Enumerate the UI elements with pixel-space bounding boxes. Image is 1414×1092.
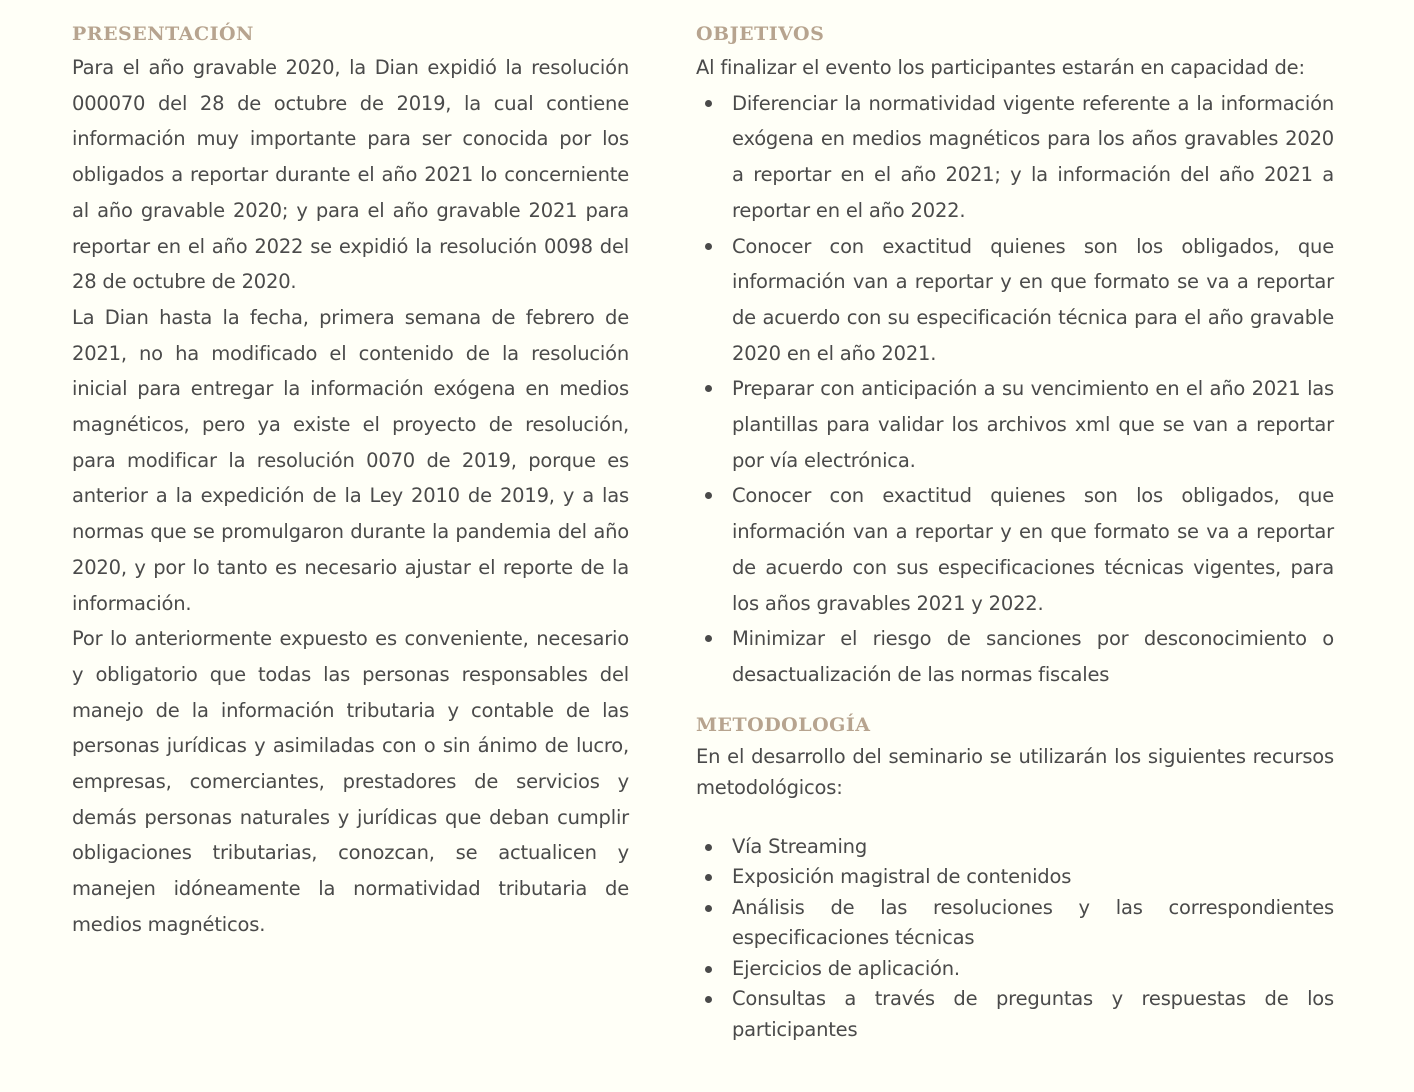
presentacion-paragraph-3: Por lo anteriormente expuesto es conveniente, necesario y obligatorio que todas las personas responsables del manejo de la información tributaria y contable de las personas jurídicas y asimiladas con o sin ánimo de lucro, empresas, comerciantes, prestadores de servicios y demás personas naturales y jurídicas que deban cumplir obligaciones tributarias, conozcan, se actualicen y manejen idóneamente la normatividad tributaria de medios magnéticos. — [72, 627, 629, 936]
objetivos-heading: OBJETIVOS — [696, 23, 825, 45]
list-item: Exposición magistral de contenidos — [696, 862, 1334, 893]
metodologia-intro: En el desarrollo del seminario se utilizarán los siguientes recursos metodológicos: — [696, 744, 1334, 799]
presentacion-paragraph-2: La Dian hasta la fecha, primera semana de febrero de 2021, no ha modificado el contenido de la resolución inicial para entregar la información exógena en medios magnéticos, pero ya existe el proyecto de resolución, para modificar la resolución 0070 de 2019, porque es anterior a la expedición de la Ley 2010 de 2019, y a las normas que se promulgaron durante la pandemia del año 2020, y por lo tanto es necesario ajustar el reporte de la información. — [72, 305, 629, 615]
presentacion-paragraph-1: Para el año gravable 2020, la Dian expidió la resolución 000070 del 28 de octubre de 2019, la cual contiene información muy importante para ser conocida por los obligados a reportar durante el año 2021 lo concerniente al año gravable 2020; y para el año gravable 2021 para reportar en el año 2022 se expidió la resolución 0098 del 28 de octubre de 2020. — [72, 56, 629, 294]
list-item: Vía Streaming — [696, 832, 1334, 863]
list-item: Diferenciar la normatividad vigente referente a la información exógena en medios magnéticos para los años gravables 2020 a reportar en el año 2021; y la información del año 2021 a reportar en el año 2022. — [696, 86, 1334, 229]
presentacion-section — [72, 18, 629, 943]
objetivos-intro: Al finalizar el evento los participantes estarán en capacidad de: — [696, 56, 1305, 79]
metodologia-section — [696, 709, 1334, 1046]
list-item: Minimizar el riesgo de sanciones por desconocimiento o desactualización de las normas fiscales — [696, 621, 1334, 692]
presentacion-heading: PRESENTACIÓN — [72, 23, 254, 45]
list-item: Preparar con anticipación a su vencimiento en el año 2021 las plantillas para validar los archivos xml que se van a reportar por vía electrónica. — [696, 371, 1334, 478]
metodologia-heading: METODOLOGÍA — [696, 713, 871, 736]
right-column — [696, 18, 1334, 1045]
objetivos-section — [696, 18, 1334, 693]
list-item: Ejercicios de aplicación. — [696, 954, 1334, 985]
objetivos-list — [696, 86, 1334, 693]
list-item: Conocer con exactitud quienes son los obligados, que información van a reportar y en que formato se va a reportar de acuerdo con sus especificaciones técnicas vigentes, para los años gravables 2021 y 2022. — [696, 478, 1334, 621]
metodologia-list — [696, 832, 1334, 1046]
list-item: Consultas a través de preguntas y respuestas de los participantes — [696, 984, 1334, 1045]
list-item: Conocer con exactitud quienes son los obligados, que información van a reportar y en que formato se va a reportar de acuerdo con su especificación técnica para el año gravable 2020 en el año 2021. — [696, 229, 1334, 372]
list-item: Análisis de las resoluciones y las correspondientes especificaciones técnicas — [696, 893, 1334, 954]
